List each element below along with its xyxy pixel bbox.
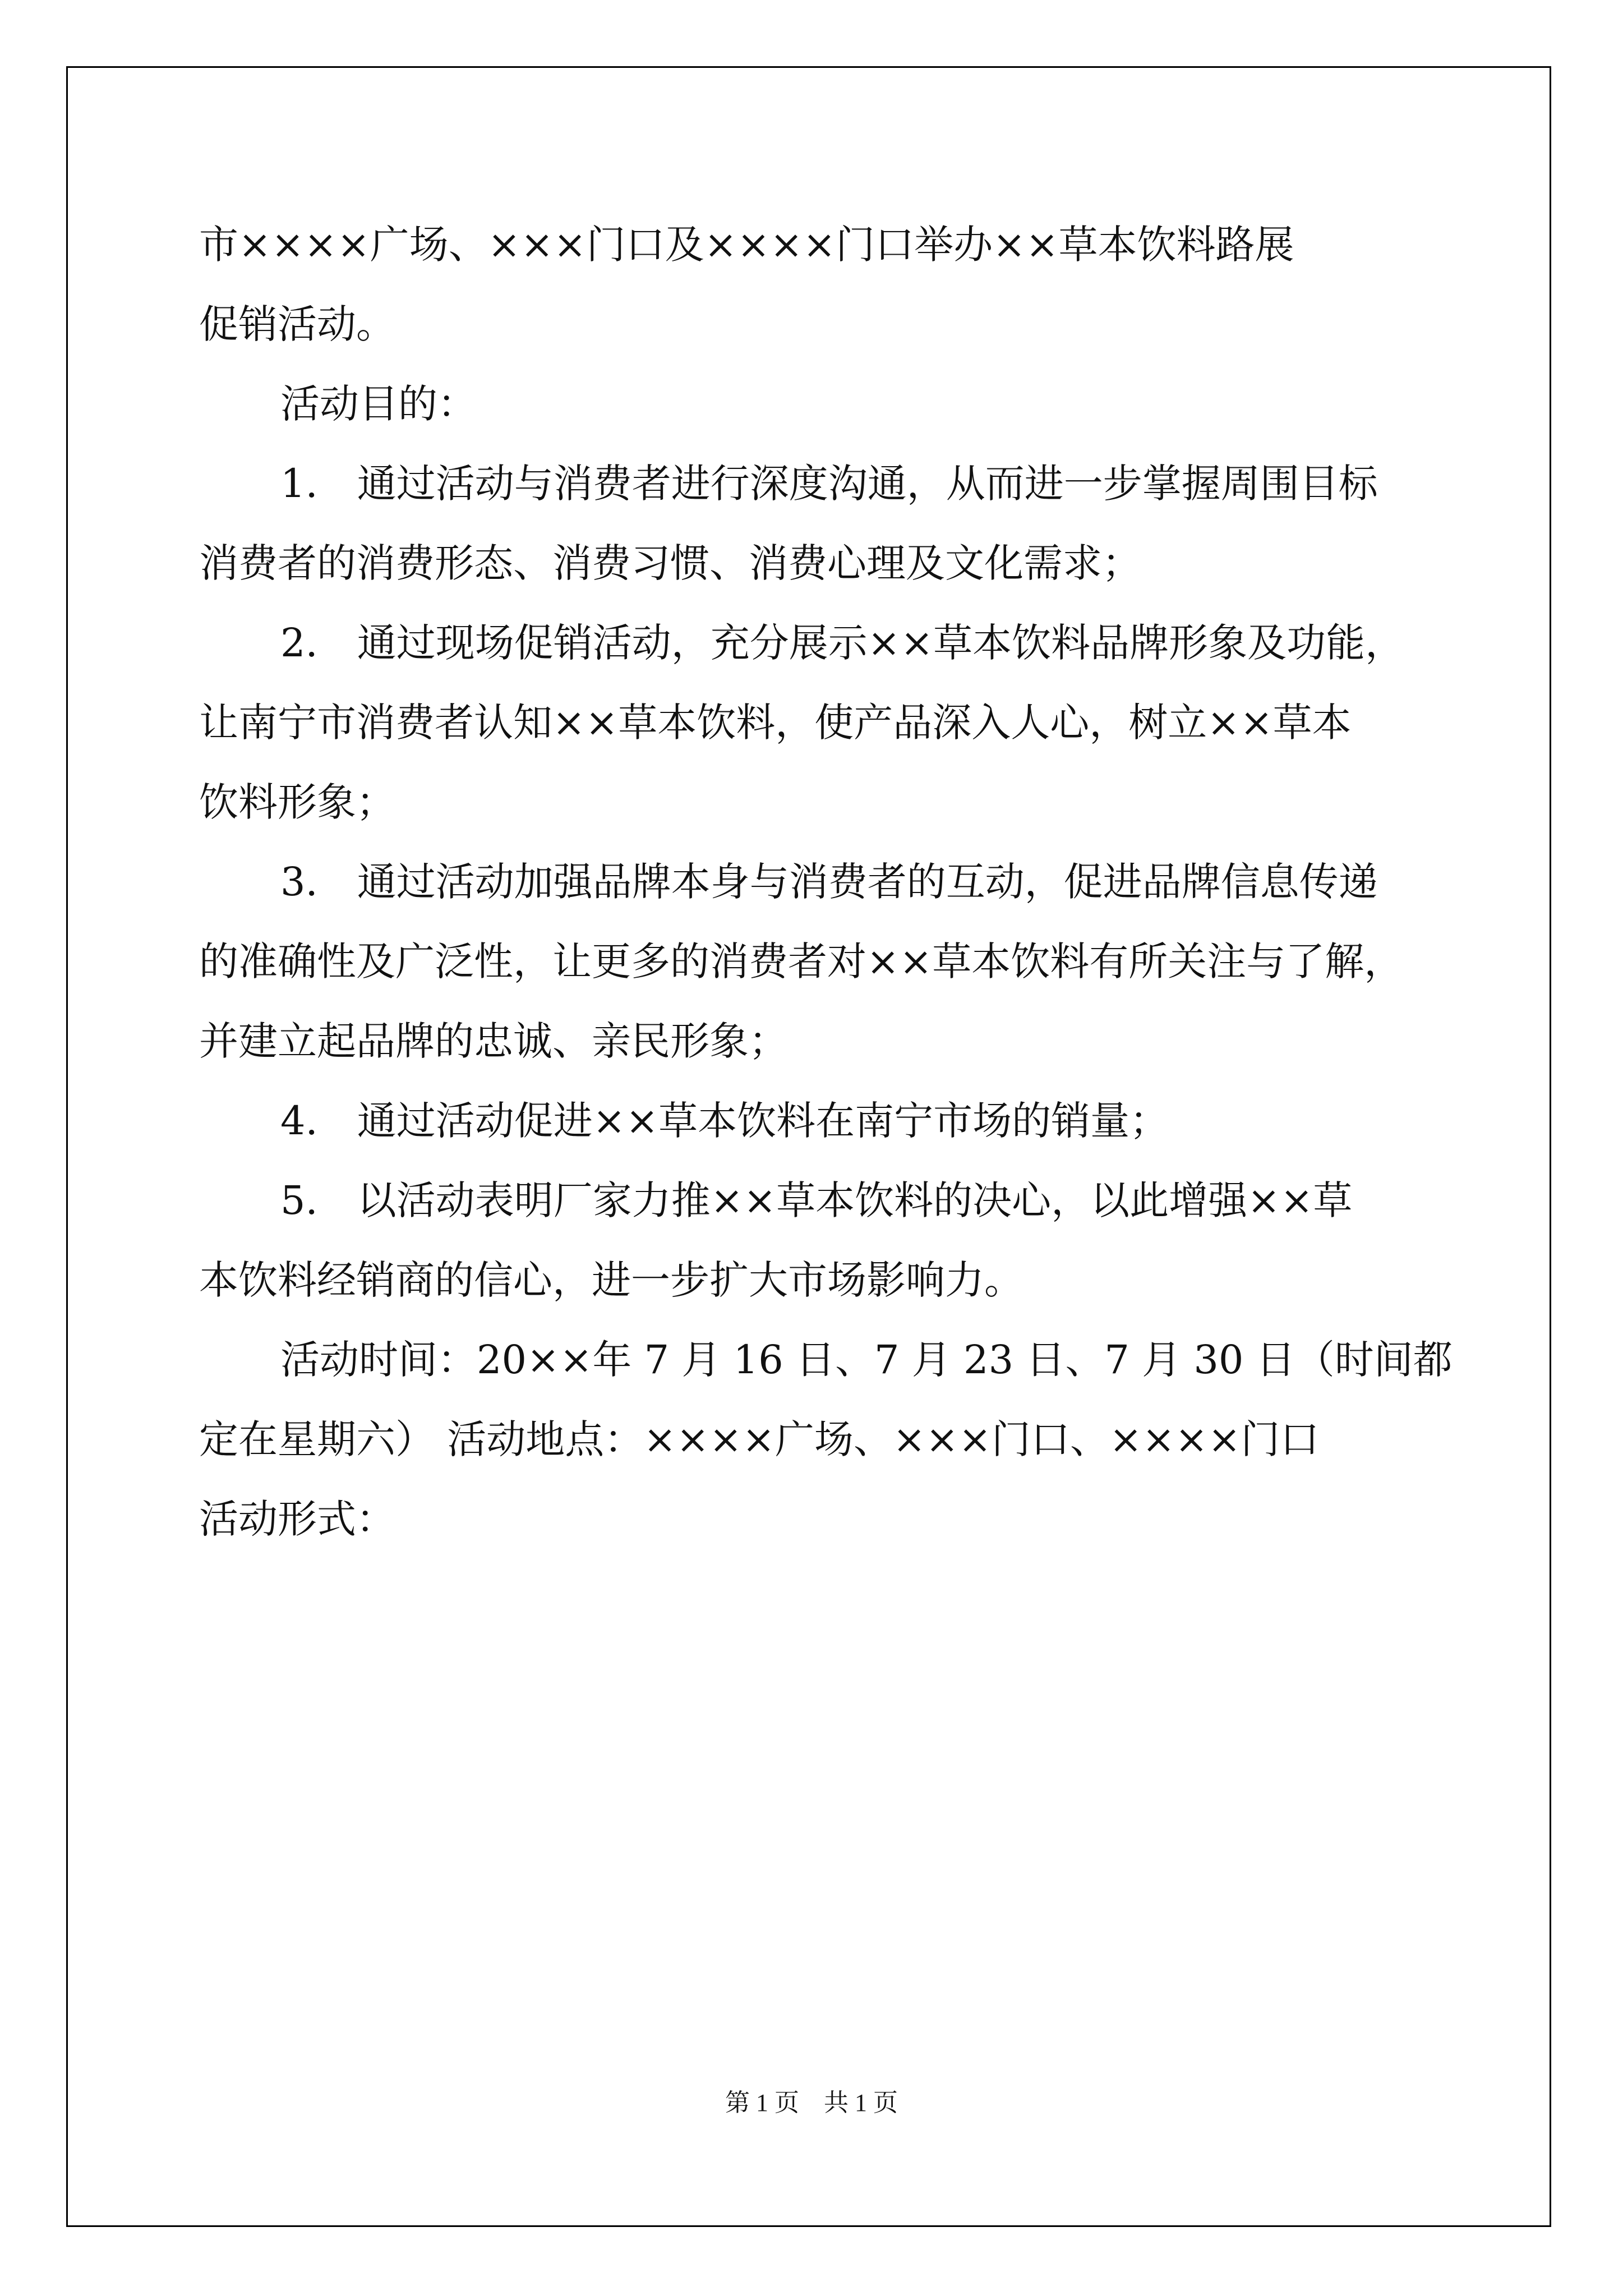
- section-heading: 活动目的：: [280, 381, 477, 427]
- text-line: 1. 通过活动与消费者进行深度沟通，从而进一步掌握周围目标: [280, 461, 1378, 507]
- text-line: 活动形式：: [199, 1496, 395, 1542]
- text-line: 让南宁市消费者认知××草本饮料，使产品深入人心，树立××草本: [199, 700, 1352, 746]
- text-line: 5. 以活动表明厂家力推××草本饮料的决心，以此增强××草: [280, 1177, 1353, 1223]
- text-line: 并建立起品牌的忠诚、亲民形象；: [199, 1018, 788, 1064]
- text-line: 的准确性及广泛性，让更多的消费者对××草本饮料有所关注与了解，: [199, 938, 1404, 984]
- text-line: 促销活动。: [199, 301, 395, 347]
- text-line: 2. 通过现场促销活动，充分展示××草本饮料品牌形象及功能，: [280, 620, 1405, 666]
- text-line: 活动时间：20××年 7 月 16 日、7 月 23 日、7 月 30 日（时间都: [280, 1337, 1453, 1383]
- text-line: 市××××广场、×××门口及××××门口举办××草本饮料路展: [199, 222, 1294, 268]
- text-line: 消费者的消费形态、消费习惯、消费心理及文化需求；: [199, 540, 1141, 586]
- text-line: 4. 通过活动促进××草本饮料在南宁市场的销量；: [280, 1098, 1169, 1144]
- text-line: 3. 通过活动加强品牌本身与消费者的互动，促进品牌信息传递: [280, 859, 1378, 905]
- text-line: 定在星期六） 活动地点：××××广场、×××门口、××××门口: [199, 1416, 1320, 1462]
- page-number-footer: 第 1 页 共 1 页: [725, 2089, 898, 2116]
- text-line: 本饮料经销商的信心，进一步扩大市场影响力。: [199, 1257, 1023, 1303]
- text-line: 饮料形象；: [199, 779, 395, 825]
